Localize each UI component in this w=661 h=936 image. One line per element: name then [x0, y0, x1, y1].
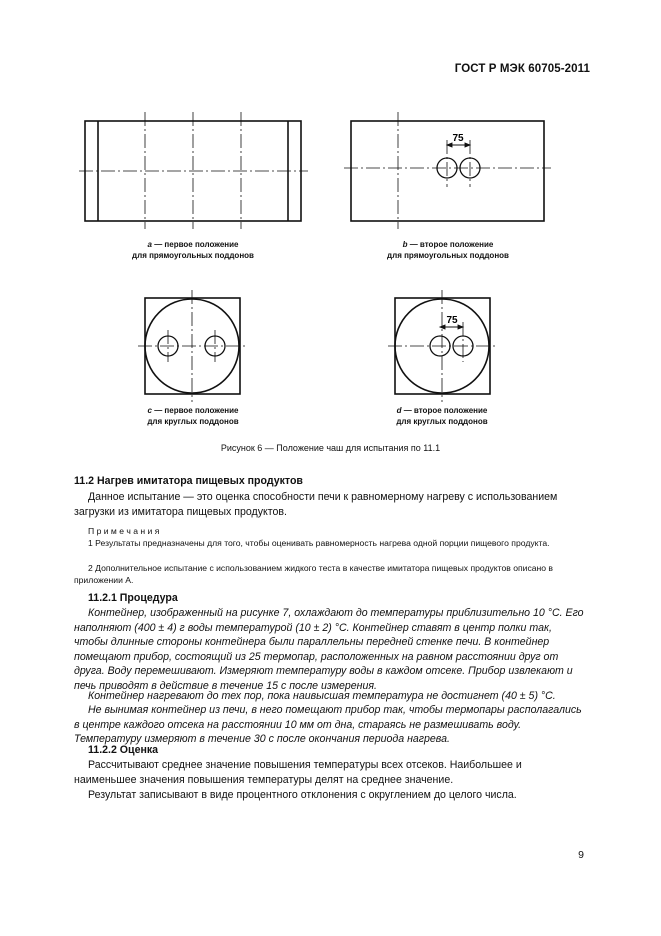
figure-title: Рисунок 6 — Положение чаш для испытания по 11.1	[220, 443, 441, 453]
evaluation-paragraph-1: Рассчитывают среднее значение повышения температуры всех отсеков. Наибольшее и наименьшее значения повышения температуры делят на среднее значение.	[74, 759, 522, 786]
caption-a-line2: для прямоугольных поддонов	[132, 251, 254, 260]
caption-a-letter: a	[147, 240, 152, 249]
procedure-paragraph-1: Контейнер, изображенный на рисунке 7, охлаждают до температуры приблизительно 10 °С. Его наполняют (400 ± 4) г воды температурой (10 ± 2) °С. Контейнер ставят в центр полки так, чтобы длинные стороны контейнера были параллельны передней стенке печи. В контейнер помещают прибор, состоящий из 25 термопар, расположенных на равном расстоянии друг от друга. Воду перемешивают. Измеряют температуру воды в каждом отсеке. Прибор извлекают и печь приводят в действие в течение 15 с после измерения.	[74, 607, 584, 692]
caption-c-letter: c	[147, 406, 152, 415]
caption-b-line1: — второе положение	[407, 240, 494, 249]
tray-rect-b	[351, 121, 544, 221]
section-11-2-1-heading: 11.2.1 Процедура	[88, 592, 178, 604]
caption-c-line2: для круглых поддонов	[147, 417, 239, 426]
caption-a-line1: — первое положение	[151, 240, 239, 249]
caption-b-letter: b	[402, 240, 408, 249]
figure-6-drawing	[0, 0, 661, 440]
section-11-2-heading: 11.2 Нагрев имитатора пищевых продуктов	[74, 475, 303, 487]
section-11-2-2-heading: 11.2.2 Оценка	[88, 744, 159, 756]
evaluation-paragraph-2: Результат записывают в виде процентного отклонения с округлением до целого числа.	[88, 789, 517, 801]
section-11-2-paragraph: Данное испытание — это оценка способности печи к равномерному нагреву с использованием загрузки из имитатора пищевых продуктов.	[74, 491, 558, 518]
note-1: 1 Результаты предназначены для того, чтобы оценивать равномерность нагрева одной порции пищевого продукта.	[88, 538, 550, 548]
note-2: 2 Дополнительное испытание с использованием жидкого теста в качестве имитатора пищевых продуктов описано в приложении А.	[74, 563, 553, 586]
caption-a	[113, 239, 273, 261]
page-number: 9	[578, 849, 584, 861]
caption-b-line2: для прямоугольных поддонов	[387, 251, 509, 260]
caption-b	[368, 239, 528, 261]
caption-c-line1: — первое положение	[151, 406, 239, 415]
procedure-paragraph-3: Не вынимая контейнер из печи, в него помещают прибор так, чтобы термопары располагались в центре каждого отсека на расстоянии 10 мм от дна, стараясь не размешивать воду. Температуру измеряют в течение 30 с после окончания периода нагрева.	[74, 704, 582, 746]
dimension-label-b: 75	[452, 133, 464, 144]
caption-d-line2: для круглых поддонов	[396, 417, 488, 426]
caption-d-letter: d	[396, 406, 402, 415]
document-header: ГОСТ Р МЭК 60705-2011	[454, 63, 590, 75]
dimension-label-d: 75	[446, 315, 458, 326]
notes-title: П р и м е ч а н и я	[88, 526, 160, 536]
caption-c	[113, 405, 273, 427]
caption-d-line1: — второе положение	[401, 406, 488, 415]
procedure-paragraph-2: Контейнер нагревают до тех пор, пока наивысшая температура не достигнет (40 ± 5) °С.	[88, 690, 556, 702]
caption-d	[362, 405, 522, 427]
